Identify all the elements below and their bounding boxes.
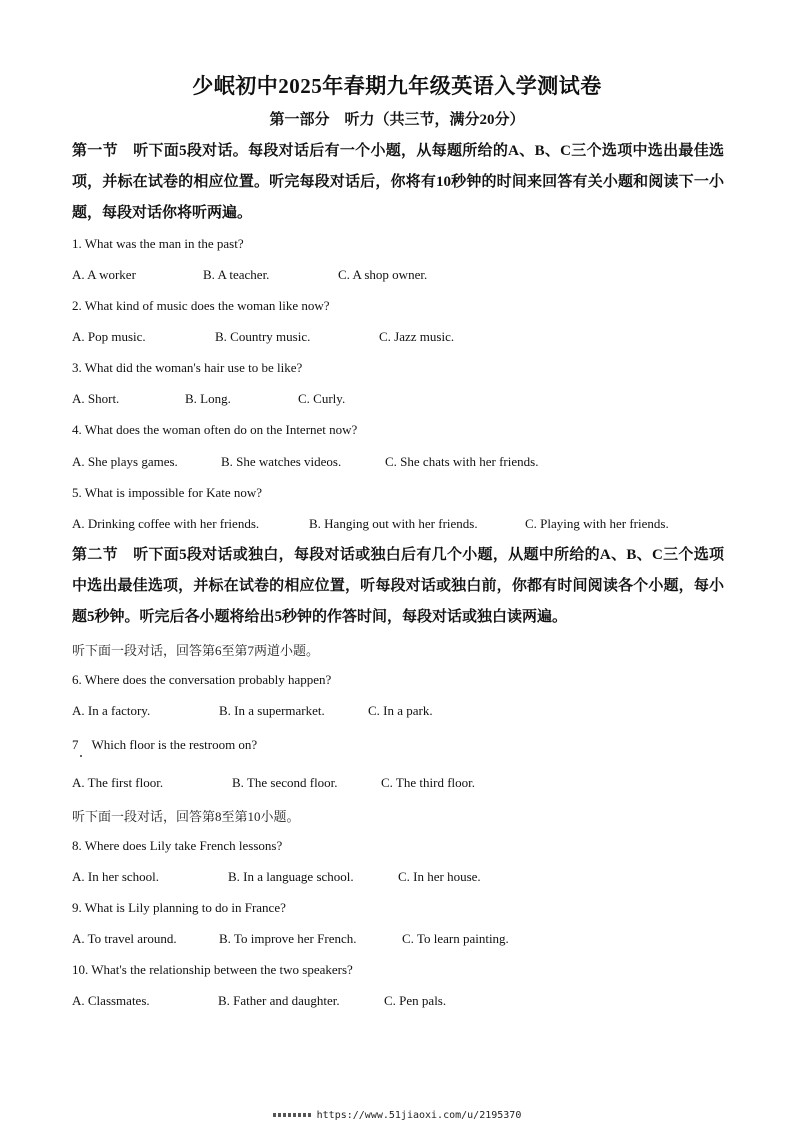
- q3-option-a: A. Short.: [72, 391, 120, 406]
- q7-option-a: A. The first floor.: [72, 775, 164, 790]
- q1-option-c: C. A shop owner.: [338, 267, 428, 282]
- question-9: 9. What is Lily planning to do in France?: [72, 900, 286, 915]
- q6-option-b: B. In a supermarket.: [219, 703, 325, 718]
- section-2-instructions: 第二节 听下面5段对话或独白，每段对话或独白后有几个小题，从题中所给的A、B、C三个选项中选出最佳选项，并标在试卷的相应位置，听每段对话或独白前，你都有时间阅读各个小题，每小题5秒钟。听完后各小题将给出5秒钟的作答时间，每段对话或独白读两遍。: [72, 547, 724, 625]
- q9-option-a: A. To travel around.: [72, 931, 177, 946]
- question-7: 7 Which floor is the restroom on?: [72, 737, 258, 752]
- q3-option-c: C. Curly.: [298, 391, 346, 406]
- question-3: 3. What did the woman's hair use to be like?: [72, 360, 303, 375]
- section-1-instructions: 第一节 听下面5段对话。每段对话后有一个小题，从每题所给的A、B、C三个选项中选出最佳选项，并标在试卷的相应位置。听完每段对话后，你将有10秒钟的时间来回答有关小题和阅读下一小题，每段对话你将听两遍。: [72, 143, 724, 221]
- q5-option-b: B. Hanging out with her friends.: [309, 516, 478, 531]
- part-heading: 第一部分 听力（共三节，满分20分）: [269, 112, 525, 128]
- dialogue-note-1: 听下面一段对话，回答第6至第7两道小题。: [72, 643, 320, 658]
- q6-option-c: C. In a park.: [368, 703, 433, 718]
- question-1: 1. What was the man in the past?: [72, 236, 244, 251]
- q5-option-a: A. Drinking coffee with her friends.: [72, 516, 260, 531]
- q1-option-b: B. A teacher.: [203, 267, 270, 282]
- q10-option-c: C. Pen pals.: [384, 993, 447, 1008]
- watermark-mark: [273, 1113, 311, 1117]
- q2-option-a: A. Pop music.: [72, 329, 146, 344]
- question-10: 10. What's the relationship between the two speakers?: [72, 962, 353, 977]
- q8-option-a: A. In her school.: [72, 869, 160, 884]
- q8-option-c: C. In her house.: [398, 869, 481, 884]
- q9-option-c: C. To learn painting.: [402, 931, 509, 946]
- q1-option-a: A. A worker: [72, 267, 136, 282]
- dialogue-note-2: 听下面一段对话，回答第8至第10小题。: [72, 809, 300, 824]
- q7-option-b: B. The second floor.: [232, 775, 338, 790]
- question-6: 6. Where does the conversation probably happen?: [72, 672, 332, 687]
- page-title: 少岷初中2025年春期九年级英语入学测试卷: [192, 74, 602, 98]
- q4-option-b: B. She watches videos.: [221, 454, 342, 469]
- question-8: 8. Where does Lily take French lessons?: [72, 838, 283, 853]
- question-4: 4. What does the woman often do on the Internet now?: [72, 422, 358, 437]
- q6-option-a: A. In a factory.: [72, 703, 151, 718]
- q2-option-b: B. Country music.: [215, 329, 311, 344]
- q2-option-c: C. Jazz music.: [379, 329, 455, 344]
- q7-option-c: C. The third floor.: [381, 775, 476, 790]
- footer-url[interactable]: https://www.51jiaoxi.com/u/2195370: [316, 1110, 522, 1121]
- q4-option-c: C. She chats with her friends.: [385, 454, 539, 469]
- q10-option-b: B. Father and daughter.: [218, 993, 340, 1008]
- q8-option-b: B. In a language school.: [228, 869, 354, 884]
- stray-dot: [80, 755, 82, 757]
- question-2: 2. What kind of music does the woman like now?: [72, 298, 330, 313]
- question-5: 5. What is impossible for Kate now?: [72, 485, 263, 500]
- footer: [0, 1110, 794, 1121]
- q9-option-b: B. To improve her French.: [219, 931, 357, 946]
- q3-option-b: B. Long.: [185, 391, 231, 406]
- q5-option-c: C. Playing with her friends.: [525, 516, 669, 531]
- q4-option-a: A. She plays games.: [72, 454, 178, 469]
- q10-option-a: A. Classmates.: [72, 993, 150, 1008]
